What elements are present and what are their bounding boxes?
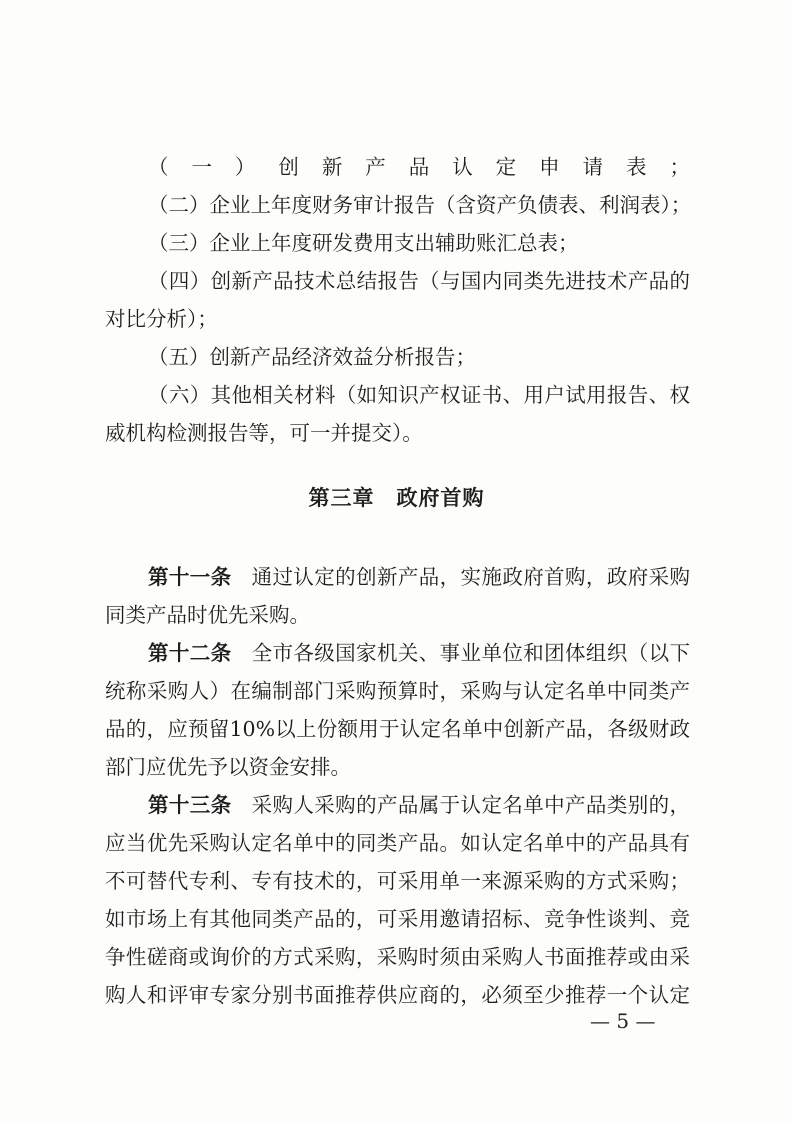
article-11-label: 第十一条 (148, 565, 232, 589)
article-13-line: 应当优先采购认定名单中的同类产品。如认定名单中的产品具有 (105, 831, 690, 855)
article-13-line: 争性磋商或询价的方式采购，采购时须由采购人书面推荐或由采 (105, 945, 690, 969)
list-item-5: （五）创新产品经济效益分析报告； (148, 345, 476, 369)
article-12-first-line (148, 638, 690, 668)
article-13-text: 采购人采购的产品属于认定名单中产品类别的， (251, 793, 691, 817)
chapter-heading (0, 483, 793, 513)
article-12-text: 全市各级国家机关、事业单位和团体组织（以下 (251, 641, 691, 665)
article-11-first-line (148, 562, 690, 592)
article-12-line: 统称采购人）在编制部门采购预算时，采购与认定名单中同类产 (105, 679, 690, 703)
article-11-line: 同类产品时优先采购。 (105, 603, 310, 627)
list-item-4: （四）创新产品技术总结报告（与国内同类先进技术产品的 (148, 269, 690, 293)
chapter-number: 第三章 (308, 486, 375, 510)
article-13-line: 不可替代专利、专有技术的，可采用单一来源采购的方式采购； (105, 869, 690, 893)
chapter-title: 政府首购 (396, 486, 485, 510)
list-item-4-cont: 对比分析）； (105, 307, 218, 331)
list-item-2: （二）企业上年度财务审计报告（含资产负债表、利润表）； (148, 193, 692, 217)
article-13-label: 第十三条 (148, 793, 232, 817)
list-item-6-cont: 威机构检测报告等，可一并提交）。 (105, 421, 423, 445)
article-12-line: 品的，应预留10%以上份额用于认定名单中创新产品，各级财政 (105, 717, 690, 741)
article-13-line: 如市场上有其他同类产品的，可采用邀请招标、竞争性谈判、竞 (105, 907, 690, 931)
page-number: — 5 — (590, 1009, 656, 1033)
article-12-label: 第十二条 (148, 641, 232, 665)
article-13-first-line (148, 790, 690, 820)
list-item-3: （三）企业上年度研发费用支出辅助账汇总表； (148, 231, 579, 255)
list-item-1: （一）创新产品认定申请表； (148, 155, 690, 179)
list-item-6: （六）其他相关材料（如知识产权证书、用户试用报告、权 (148, 383, 690, 407)
article-11-text: 通过认定的创新产品，实施政府首购，政府采购 (251, 565, 691, 589)
article-13-line: 购人和评审专家分别书面推荐供应商的，必须至少推荐一个认定 (105, 983, 690, 1007)
article-12-line: 部门应优先予以资金安排。 (105, 755, 351, 779)
